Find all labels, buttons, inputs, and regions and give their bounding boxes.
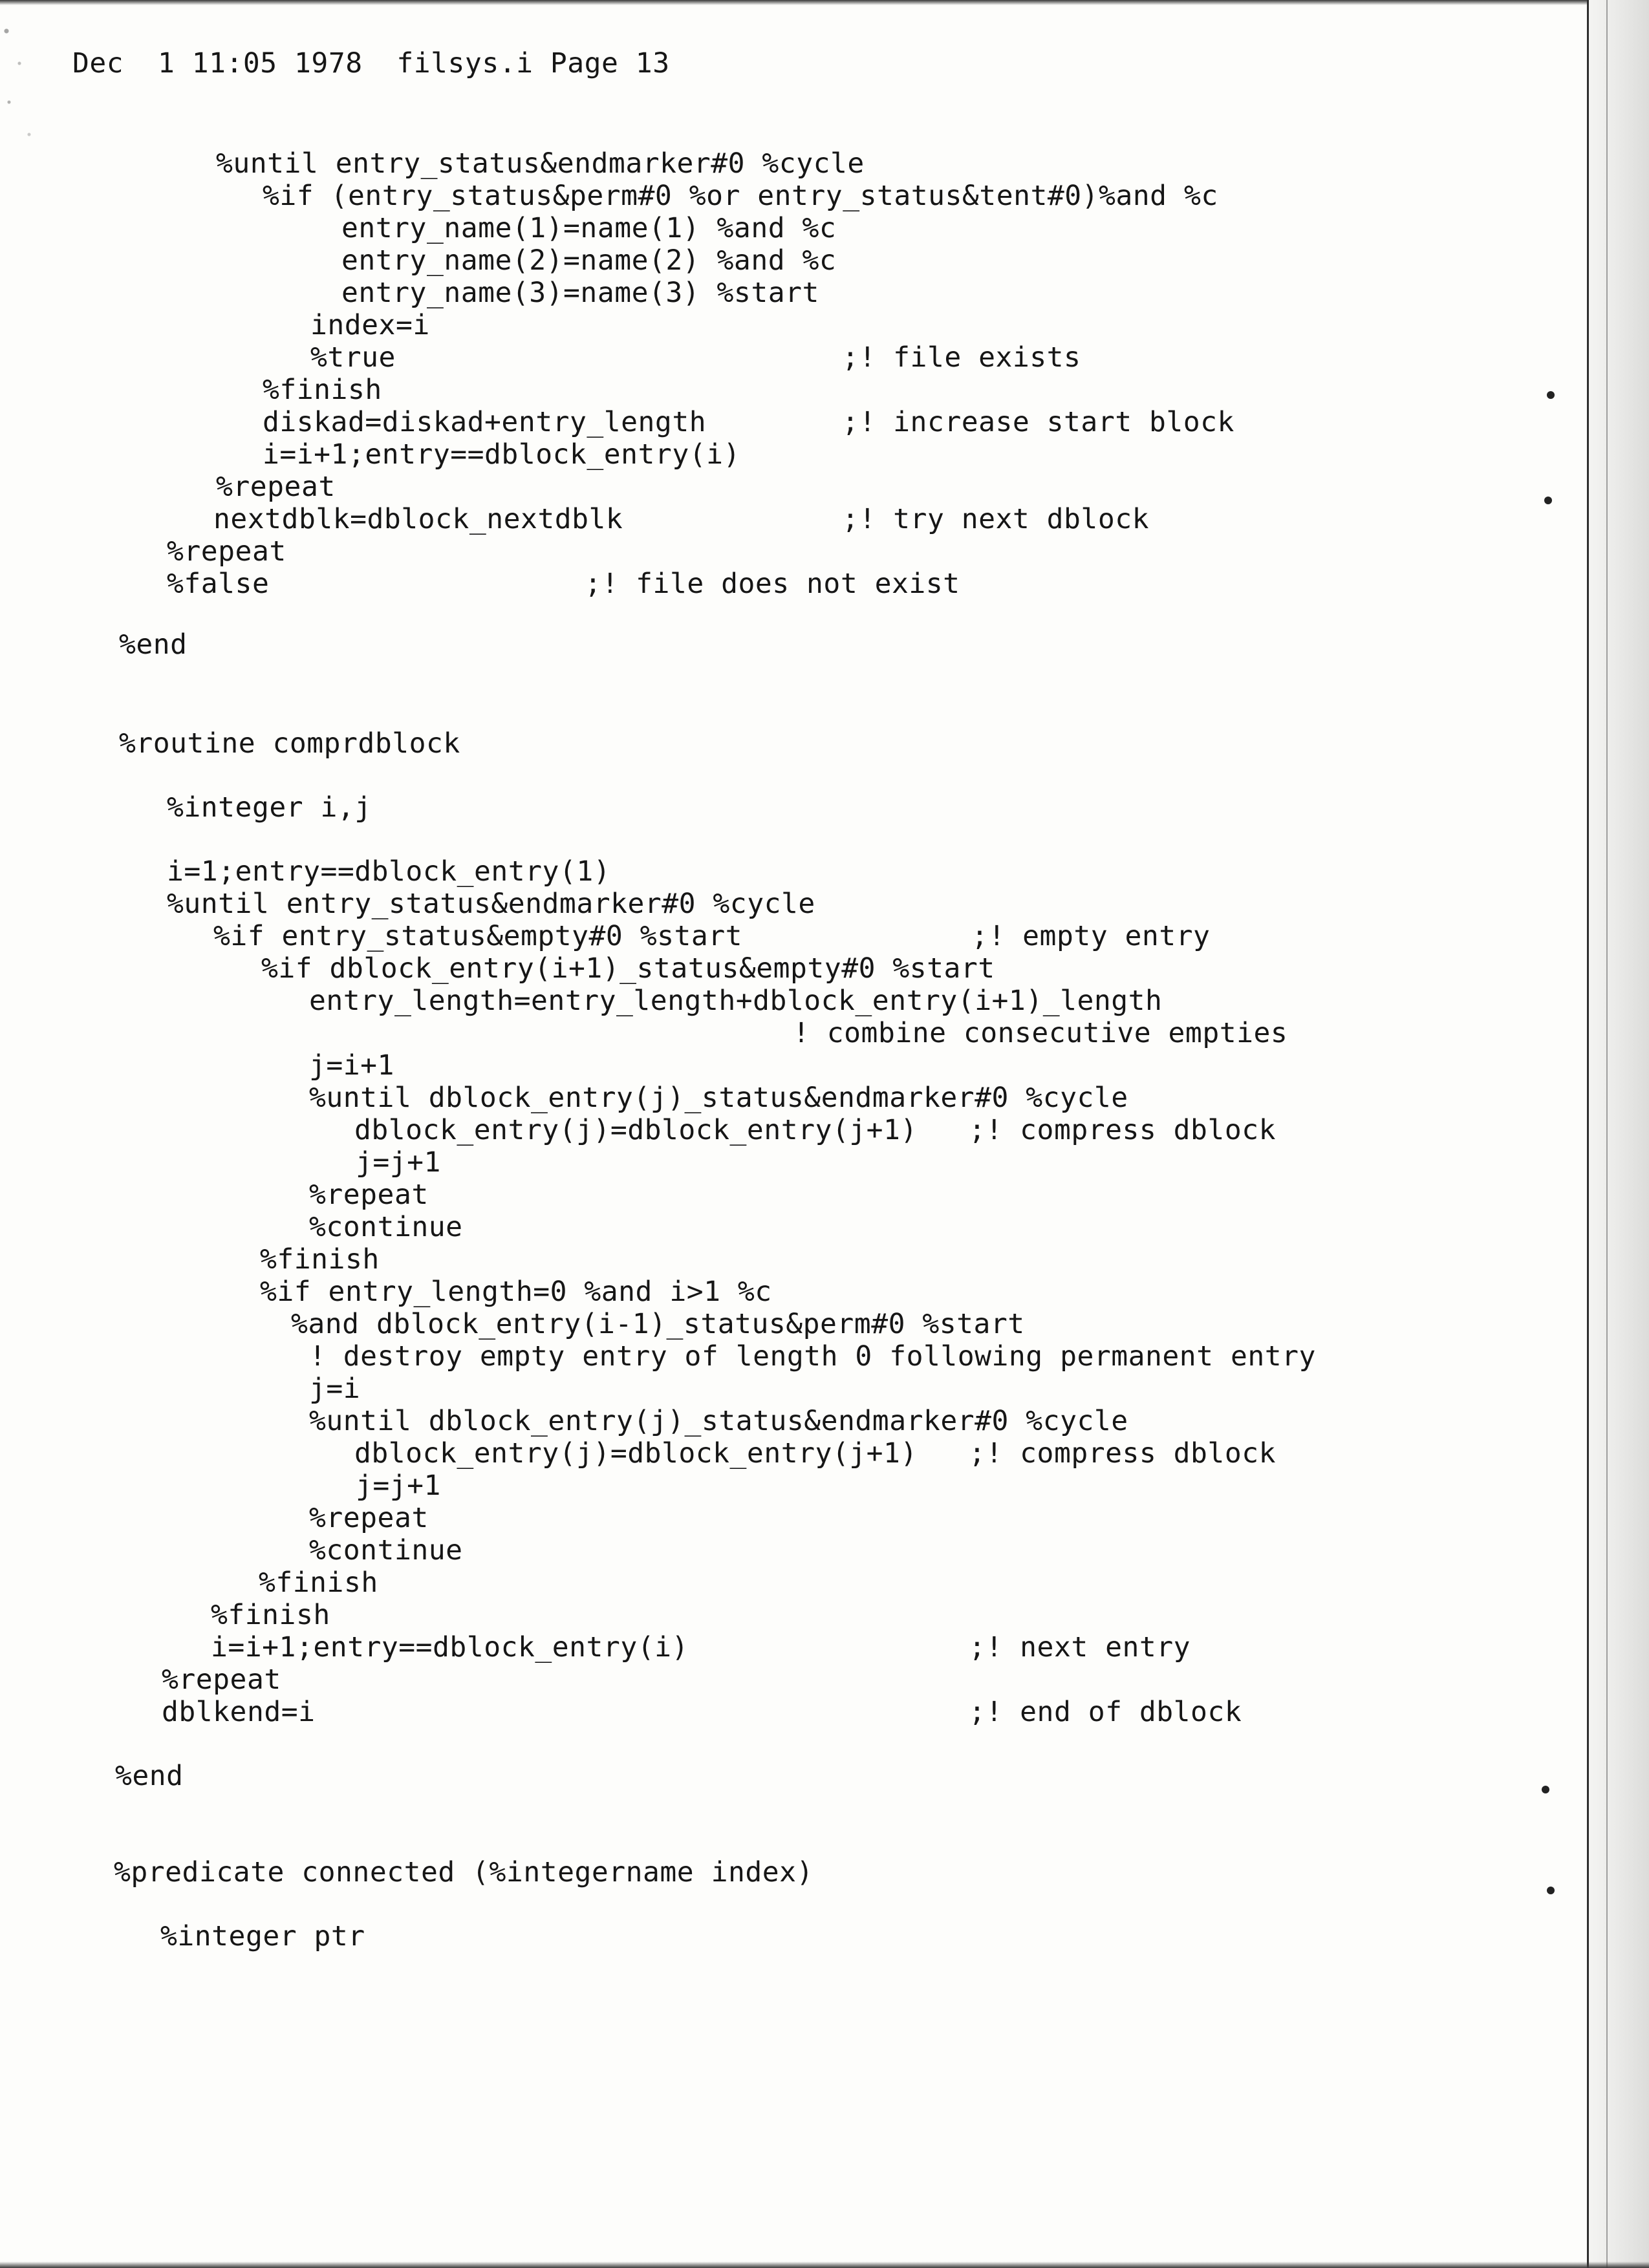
code-line: %until dblock_entry(j)_status&endmarker#0 %cycle bbox=[309, 1082, 1128, 1114]
code-line: %continue bbox=[309, 1534, 463, 1567]
scan-noise bbox=[0, 5, 45, 154]
code-line: entry_name(1)=name(1) %and %c bbox=[341, 212, 837, 244]
code-line: %repeat bbox=[309, 1502, 429, 1534]
code-line: %false bbox=[167, 568, 270, 600]
code-line: dblock_entry(j)=dblock_entry(j+1) bbox=[354, 1114, 918, 1146]
code-line: nextdblk=dblock_nextdblk bbox=[213, 503, 623, 535]
code-line: %until dblock_entry(j)_status&endmarker#0 %cycle bbox=[309, 1405, 1128, 1437]
code-line: entry_name(2)=name(2) %and %c bbox=[341, 244, 837, 277]
code-line: %predicate connected (%integername index) bbox=[114, 1856, 814, 1888]
code-line: %repeat bbox=[167, 535, 286, 568]
page-right-rule bbox=[1606, 0, 1608, 2268]
scan-speck bbox=[1542, 1786, 1549, 1793]
code-line: %if entry_length=0 %and i>1 %c bbox=[260, 1276, 772, 1308]
code-line: entry_name(3)=name(3) %start bbox=[341, 277, 819, 309]
code-line: %finish bbox=[260, 1243, 380, 1276]
code-line: %repeat bbox=[309, 1179, 429, 1211]
code-line: %finish bbox=[263, 374, 382, 406]
code-line: i=1;entry==dblock_entry(1) bbox=[167, 855, 611, 888]
code-line: %end bbox=[119, 628, 188, 661]
code-line: dblkend=i bbox=[162, 1696, 316, 1728]
code-line: %repeat bbox=[216, 471, 336, 503]
code-line: %integer ptr bbox=[160, 1920, 365, 1952]
code-comment: ;! file exists bbox=[842, 341, 1081, 374]
code-line: %until entry_status&endmarker#0 %cycle bbox=[216, 147, 865, 180]
code-comment: ;! try next dblock bbox=[842, 503, 1149, 535]
code-line: ! destroy empty entry of length 0 following permanent entry bbox=[309, 1340, 1316, 1373]
code-line: j=i+1 bbox=[309, 1049, 394, 1082]
scan-speck bbox=[1544, 497, 1552, 504]
code-line: %finish bbox=[211, 1599, 330, 1631]
code-line: %if entry_status&empty#0 %start bbox=[213, 920, 743, 952]
code-line: %if dblock_entry(i+1)_status&empty#0 %start bbox=[261, 952, 995, 985]
code-line: index=i bbox=[310, 309, 430, 341]
code-line: %integer i,j bbox=[167, 791, 372, 824]
code-line: %repeat bbox=[162, 1664, 281, 1696]
scan-speck bbox=[1547, 1887, 1555, 1894]
scan-speck bbox=[1547, 391, 1555, 399]
code-line: %and dblock_entry(i-1)_status&perm#0 %start bbox=[291, 1308, 1025, 1340]
page-bottom-edge bbox=[0, 2262, 1649, 2268]
code-line: diskad=diskad+entry_length bbox=[263, 406, 707, 438]
code-line: dblock_entry(j)=dblock_entry(j+1) bbox=[354, 1437, 918, 1470]
code-line: %continue bbox=[309, 1211, 463, 1243]
code-comment: ;! end of dblock bbox=[969, 1696, 1242, 1728]
code-comment: ;! compress dblock bbox=[969, 1114, 1276, 1146]
code-line: entry_length=entry_length+dblock_entry(i+1)_length bbox=[309, 985, 1163, 1017]
code-line: i=i+1;entry==dblock_entry(i) bbox=[263, 438, 740, 471]
code-line: j=j+1 bbox=[356, 1146, 441, 1179]
code-line: j=j+1 bbox=[356, 1470, 441, 1502]
code-line: j=i bbox=[309, 1373, 361, 1405]
code-comment: ;! empty entry bbox=[971, 920, 1211, 952]
code-line: i=i+1;entry==dblock_entry(i) bbox=[211, 1631, 689, 1664]
code-line: %true bbox=[310, 341, 396, 374]
code-line: %if (entry_status&perm#0 %or entry_status&tent#0)%and %c bbox=[263, 180, 1218, 212]
code-line: %end bbox=[115, 1760, 184, 1792]
code-comment: ;! file does not exist bbox=[585, 568, 960, 600]
code-line: %routine comprdblock bbox=[119, 727, 460, 760]
code-line: %until entry_status&endmarker#0 %cycle bbox=[167, 888, 815, 920]
code-line: %finish bbox=[259, 1567, 378, 1599]
page-top-edge bbox=[0, 0, 1649, 5]
code-comment: ;! next entry bbox=[969, 1631, 1191, 1664]
code-comment: ;! compress dblock bbox=[969, 1437, 1276, 1470]
code-comment: ;! increase start block bbox=[842, 406, 1234, 438]
code-line: ! combine consecutive empties bbox=[793, 1017, 1288, 1049]
page-header: Dec 1 11:05 1978 filsys.i Page 13 bbox=[72, 47, 670, 80]
page-right-margin bbox=[1587, 0, 1649, 2268]
